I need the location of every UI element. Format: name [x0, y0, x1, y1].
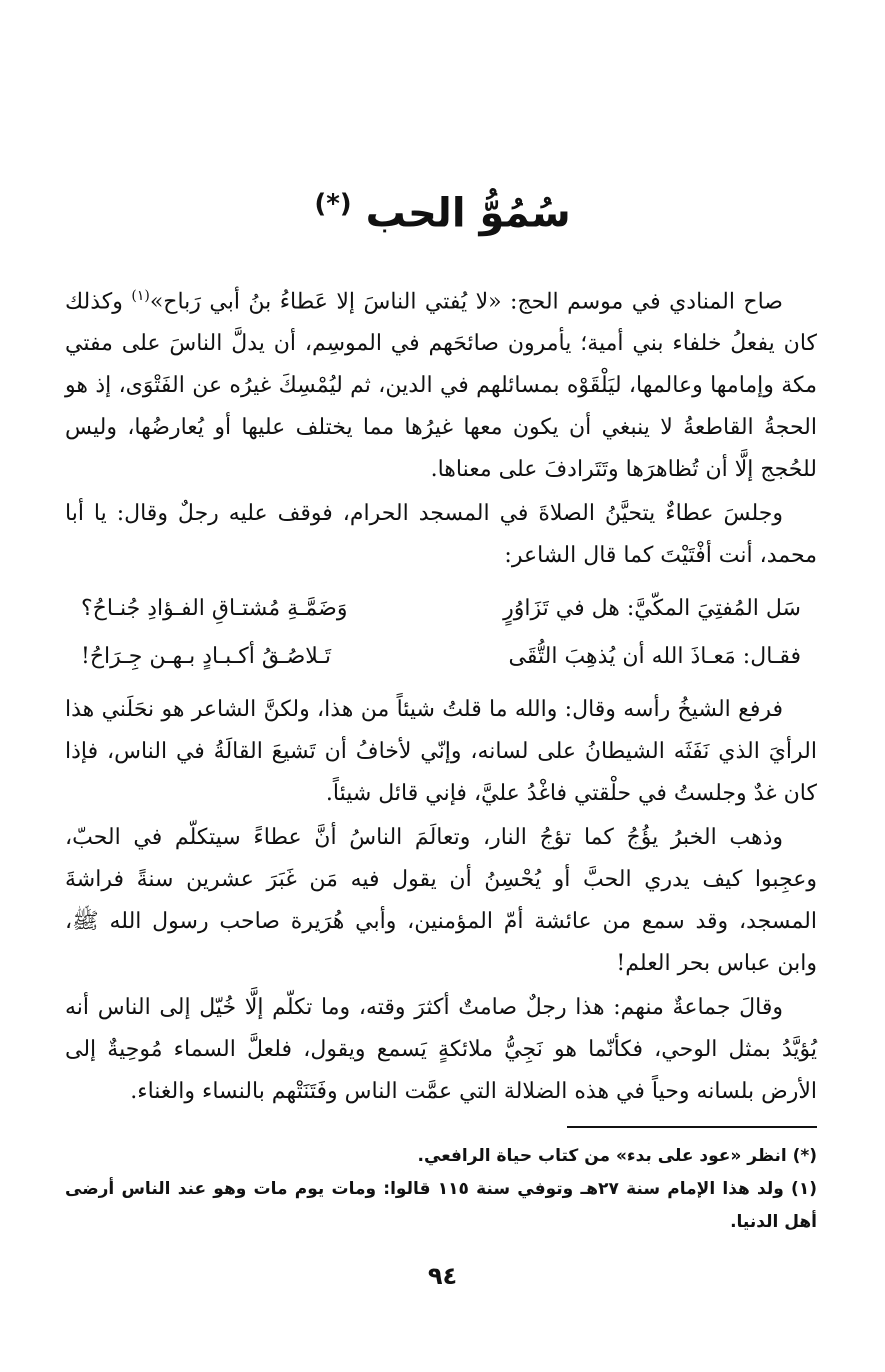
chapter-title-footnote-marker: (*)	[314, 189, 352, 219]
footnote-star: (*) انظر «عود على بدء» من كتاب حياة الرافعي.	[417, 1146, 817, 1166]
verse-1-second-hemistich: وَضَمَّـةِ مُشتـاقِ الفـؤادِ جُنـاحُ؟	[81, 596, 348, 622]
paragraph-1-continuation: وكذلك كان يفعلُ خلفاء بني أمية؛ يأمرون صائحَهم في الموسِم، أن يدلَّ الناسَ على مفتي مكة وإمامها وعالمها، ليَلْقَوْه بمسائلهم في الدين، ثم ليُمْسِكَ غيرُه عن الفَتْوَى، إذ هو الحجةُ القاطعةُ لا ينبغي أن يكون معها غيرُها مما يختلف عليها أو يُعارضُها، وليس للحُجج إلَّا أن تُظاهرَها وتَتَرادفَ على معناها.	[65, 289, 817, 483]
paragraph-3: فرفع الشيخُ رأسه وقال: والله ما قلتُ شيئاً من هذا، ولكنَّ الشاعر هو نحَلَني هذا الرأيَ الذي نَفَثَه الشيطانُ على لسانه، وإنّي لأخافُ أن تَشيعَ القالَةُ في الناس، فإذا كان غدٌ وجلستُ في حلْقتي فاغْدُ عليَّ، فإني قائل شيئاً.	[65, 697, 817, 807]
verse-2-first-hemistich: فقـال: مَعـاذَ الله أن يُذهِبَ التُّقَى	[508, 644, 801, 670]
paragraph-4: وذهب الخبرُ يؤُجُ كما تؤجُ النار، وتعالَمَ الناسُ أنَّ عطاءً سيتكلّم في الحبّ، وعجِبوا كيف يدري الحبَّ أو يُحْسِنُ أن يقول فيه مَن غَبَرَ عشرين سنةً فراشةَ المسجد، وقد سمع من عائشة أمّ المؤمنين، وأبي هُرَيرة صاحب رسول الله ﷺ، وابن عباس بحر العلم!	[65, 825, 817, 977]
footnote-divider	[567, 1126, 817, 1128]
verse-1-first-hemistich: سَل المُفتِيَ المكّيَّ: هل في تَزَاوُرٍ	[503, 596, 801, 622]
paragraph-5: وقالَ جماعةٌ منهم: هذا رجلٌ صامتٌ أكثرَ وقته، وما تكلّم إلَّا خُيّل إلى الناس أنه يُؤيَّدُ بمثل الوحي، فكأنّما هو نَجِيُّ ملائكةٍ يَسمع ويقول، فلعلَّ السماء مُوحِيةٌ إلى الأرض بلسانه وحياً في هذه الضلالة التي عمَّت الناس وفَتَنَتْهم بالنساء والغناء.	[65, 995, 817, 1105]
paragraph-2: وجلسَ عطاءٌ يتحيَّنُ الصلاةَ في المسجد الحرام، فوقف عليه رجلٌ وقال: يا أبا محمد، أنت أفْتَيْتَ كما قال الشاعر:	[65, 501, 817, 569]
chapter-title	[0, 172, 885, 245]
footnote-1: (١) ولد هذا الإمام سنة ٢٧هـ وتوفي سنة ١١٥ قالوا: ومات يوم مات وهو عند الناس أرضى أهل الدنيا.	[65, 1179, 817, 1232]
body-text	[65, 275, 817, 1115]
poem-verses	[65, 585, 817, 681]
verse-line-2	[65, 633, 817, 681]
page-number: ٩٤	[427, 1262, 458, 1290]
paragraph-1-opening: صاح المنادي في موسم الحج: «لا يُفتي الناسَ إلا عَطاءُ بنُ أبي رَباح»	[149, 289, 783, 315]
chapter-title-text: سُمُوُّ الحب	[365, 190, 571, 237]
paragraph-1	[65, 275, 817, 491]
verse-2-second-hemistich: تَـلاصُـقُ أكـبـادٍ بـهـن جِـرَاحُ!	[81, 644, 332, 670]
verse-line-1	[65, 585, 817, 633]
footnotes	[65, 1140, 817, 1239]
footnote-reference-1: (١)	[131, 288, 150, 304]
